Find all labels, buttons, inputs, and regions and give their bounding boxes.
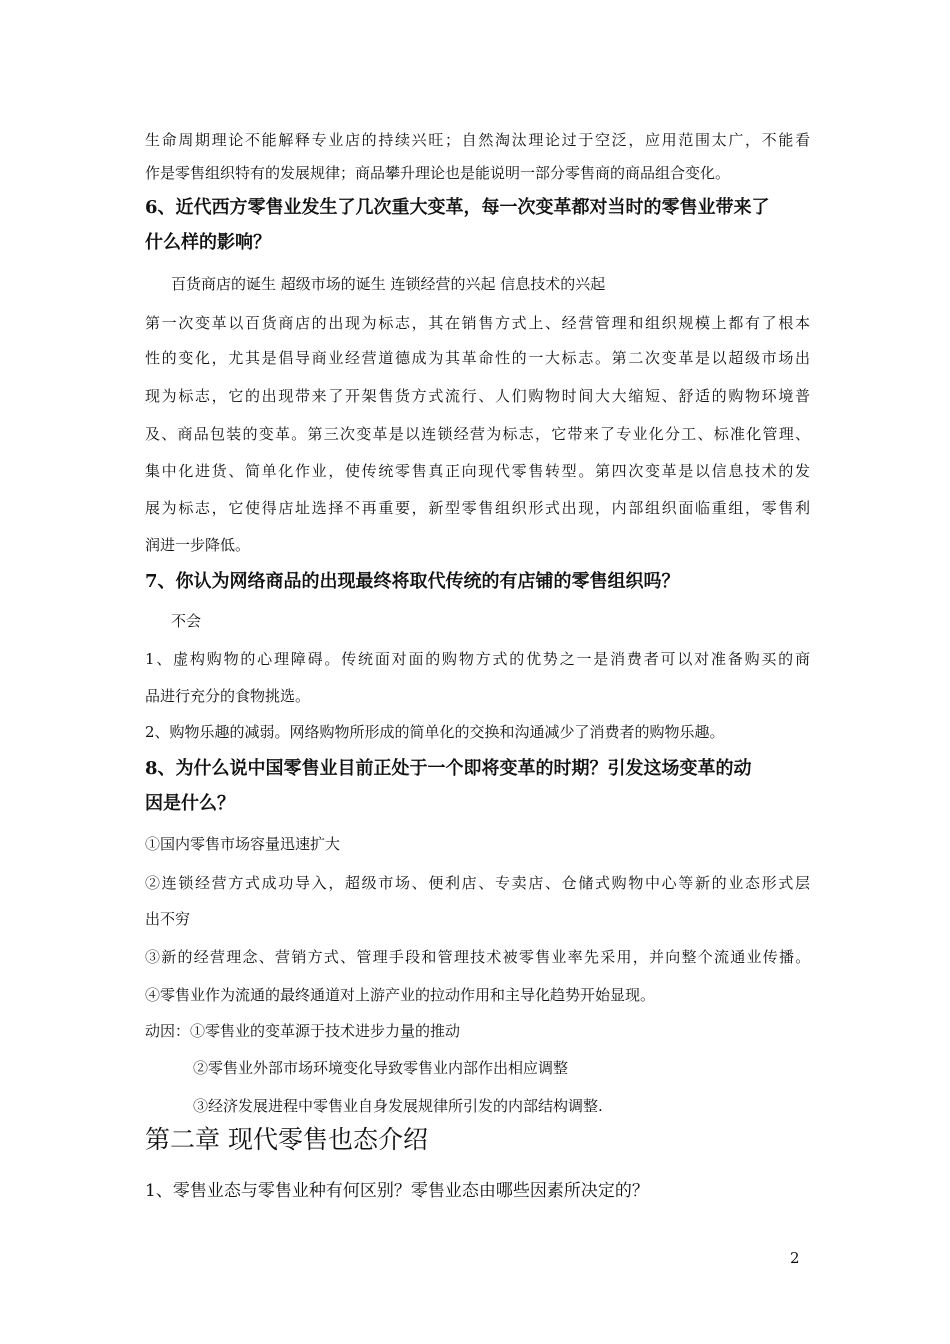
- cause-line: 动因：①零售业的变革源于技术进步力量的推动: [145, 1022, 461, 1040]
- answer-line: 现为标志，它的出现带来了开架售货方式流行、人们购物时间大大缩短、舒适的购物环境普: [145, 387, 810, 405]
- question-6-summary: 百货商店的诞生 超级市场的诞生 连锁经营的兴起 信息技术的兴起: [171, 275, 606, 293]
- question-7-short-answer: 不会: [171, 612, 202, 630]
- question-7-heading: 7、你认为网络商品的出现最终将取代传统的有店铺的零售组织吗？: [145, 571, 680, 592]
- paragraph-line: 生命周期理论不能解释专业店的持续兴旺；自然淘汰理论过于空泛，应用范围太广，不能看: [145, 131, 810, 149]
- answer-point: 2、购物乐趣的减弱。网络购物所形成的简单化的交换和沟通减少了消费者的购物乐趣。: [145, 723, 725, 741]
- cause-line: ③经济发展进程中零售业自身发展规律所引发的内部结构调整.: [193, 1097, 603, 1115]
- cause-line: ②零售业外部市场环境变化导致零售业内部作出相应调整: [193, 1059, 569, 1077]
- answer-point: ③新的经营理念、营销方式、管理手段和管理技术被零售业率先采用，并向整个流通业传播。: [145, 948, 810, 966]
- question-6-heading: 6、近代西方零售业发生了几次重大变革，每一次变革都对当时的零售业带来了: [145, 197, 770, 218]
- answer-point: 1、虚构购物的心理障碍。传统面对面的购物方式的优势之一是消费者可以对准备购买的商: [145, 650, 810, 668]
- answer-line: 集中化进货、简单化作业，使传统零售真正向现代零售转型。第四次变革是以信息技术的发: [145, 462, 810, 480]
- answer-point: 出不穷: [145, 910, 191, 928]
- answer-point: ②连锁经营方式成功导入，超级市场、便利店、专卖店、仓储式购物中心等新的业态形式层: [145, 874, 810, 892]
- answer-point: ①国内零售市场容量迅速扩大: [145, 835, 341, 853]
- question-8-heading-cont: 因是什么？: [145, 793, 235, 814]
- page-number: 2: [790, 1249, 800, 1267]
- paragraph-line: 作是零售组织特有的发展规律；商品攀升理论也是能说明一部分零售商的商品组合变化。: [145, 164, 731, 182]
- chapter-title: 第二章 现代零售也态介绍: [145, 1125, 428, 1154]
- chapter-question-1: 1、零售业态与零售业种有何区别？零售业态由哪些因素所决定的？: [145, 1181, 649, 1201]
- answer-line: 润进一步降低。: [145, 536, 251, 554]
- answer-point: 品进行充分的食物挑选。: [145, 687, 311, 705]
- answer-point: ④零售业作为流通的最终通道对上游产业的拉动作用和主导化趋势开始显现。: [145, 986, 656, 1004]
- answer-line: 第一次变革以百货商店的出现为标志，其在销售方式上、经营管理和组织规模上都有了根本: [145, 314, 810, 332]
- answer-line: 展为标志，它使得店址选择不再重要，新型零售组织形式出现，内部组织面临重组，零售利: [145, 499, 810, 517]
- question-8-heading: 8、为什么说中国零售业目前正处于一个即将变革的时期？引发这场变革的动: [145, 758, 752, 779]
- question-6-heading-cont: 什么样的影响？: [145, 232, 271, 253]
- answer-line: 性的变化，尤其是倡导商业经营道德成为其革命性的一大标志。第二次变革是以超级市场出: [145, 349, 810, 367]
- answer-line: 及、商品包装的变革。第三次变革是以连锁经营为标志，它带来了专业化分工、标准化管理、: [145, 425, 810, 443]
